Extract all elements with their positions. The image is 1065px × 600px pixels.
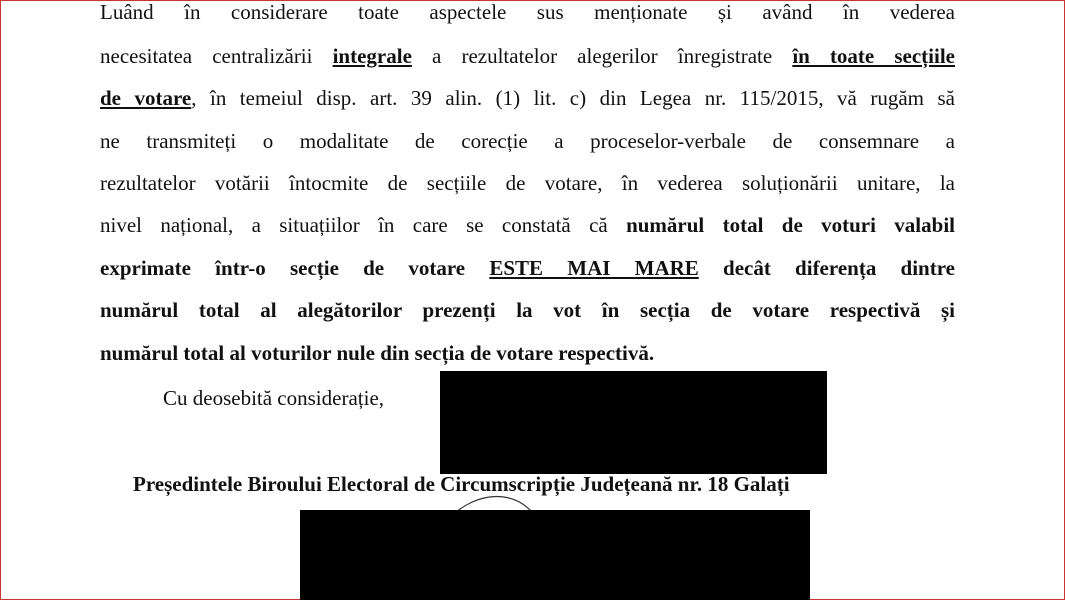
- signature-label: Președintele Biroului Electoral de Circumscripție Județeană nr. 18 Galați: [133, 472, 790, 496]
- text-run: de votare: [100, 86, 192, 110]
- body-line-2: [100, 44, 955, 68]
- text-run: necesitatea centralizării: [100, 44, 333, 68]
- text-run: nivel național, a situațiilor în care se constată că: [100, 213, 627, 237]
- text-run: integrale: [332, 44, 412, 68]
- text-run: numărul total al alegătorilor prezenți la vot în secția de votare respectivă și: [100, 298, 955, 322]
- body-line-8: [100, 298, 955, 322]
- text-run: numărul total al voturilor nule din secția de votare respectivă.: [100, 341, 655, 365]
- body-line-1: [100, 0, 955, 24]
- text-run: ESTE MAI MARE: [489, 256, 699, 280]
- body-line-7: [100, 256, 955, 280]
- text-run: ne transmiteți o modalitate de corecție a proceselor-verbale de consemnare a: [100, 129, 955, 153]
- text-run: numărul total de voturi valabil: [626, 213, 955, 237]
- body-line-5: [100, 171, 955, 195]
- body-line-4: [100, 129, 955, 153]
- redaction-box-top: [440, 371, 827, 474]
- text-run: Luând în considerare toate aspectele sus menționate și având în vederea: [100, 0, 955, 24]
- body-line-9: [100, 341, 654, 365]
- text-run: , în temeiul disp. art. 39 alin. (1) lit. c) din Legea nr. 115/2015, vă rugăm să: [191, 86, 955, 110]
- closing-salutation: Cu deosebită considerație,: [163, 386, 385, 410]
- text-run: decât diferența dintre: [698, 256, 955, 280]
- text-run: în toate secțiile: [792, 44, 955, 68]
- body-line-3: [100, 86, 955, 110]
- text-run: a rezultatelor alegerilor înregistrate: [411, 44, 793, 68]
- text-run: exprimate într-o secție de votare: [100, 256, 490, 280]
- text-run: rezultatelor votării întocmite de secțiile de votare, în vederea soluționării unitare, la: [100, 171, 955, 195]
- body-line-6: [100, 213, 955, 237]
- redaction-box-bottom: [300, 510, 810, 600]
